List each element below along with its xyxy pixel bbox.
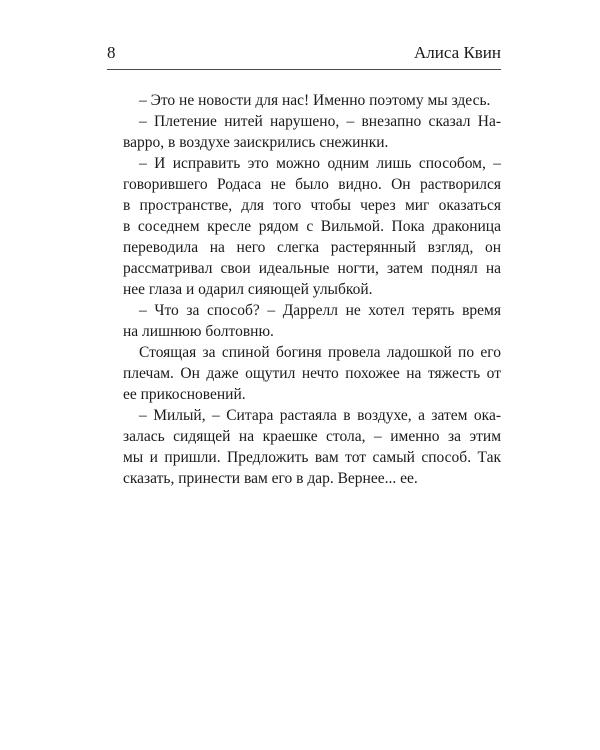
body-text [107,90,501,489]
paragraph [107,111,501,153]
text-line: залась сидящей на краешке стола, – именно за этим [123,428,501,445]
text-line: плечам. Он даже ощутил нечто похожее на тяжесть от [123,365,501,382]
page-number: 8 [107,43,116,62]
running-title: Алиса Квин [414,43,501,62]
text-line: на лишнюю болтовню. [123,323,274,340]
text-line: сказать, принести вам его в дар. Вернее... ее. [123,470,418,487]
paragraph [107,300,501,342]
paragraph [107,342,501,405]
text-line: говорившего Родаса не было видно. Он растворился [123,176,501,193]
text-line: нее глаза и одарил сияющей улыбкой. [123,281,373,298]
header-rule [107,69,501,70]
text-line: в пространстве, для того чтобы через миг оказаться [123,197,501,214]
paragraph [107,153,501,300]
text-line: – Что за способ? – Даррелл не хотел терять время [139,302,501,319]
text-line: в соседнем кресле рядом с Вильмой. Пока драконица [123,218,501,235]
text-line: – Милый, – Ситара растаяла в воздухе, а затем ока- [139,407,501,424]
text-line: Стоящая за спиной богиня провела ладошкой по его [139,344,501,361]
page-header [107,40,501,66]
paragraph [107,405,501,489]
paragraph [107,90,501,111]
text-line: – Это не новости для нас! Именно поэтому мы здесь. [139,92,491,109]
text-line: варро, в воздухе заискрились снежинки. [123,134,389,151]
text-line: переводила на него слегка растерянный взгляд, он [123,239,501,256]
text-line: рассматривал свои идеальные ногти, затем поднял на [123,260,501,277]
text-line: ее прикосновений. [123,386,246,403]
text-line: мы и пришли. Предложить вам тот самый способ. Так [123,449,501,466]
text-line: – И исправить это можно одним лишь способом, – [139,155,501,172]
text-line: – Плетение нитей нарушено, – внезапно сказал На- [139,113,501,130]
book-page [107,40,501,487]
